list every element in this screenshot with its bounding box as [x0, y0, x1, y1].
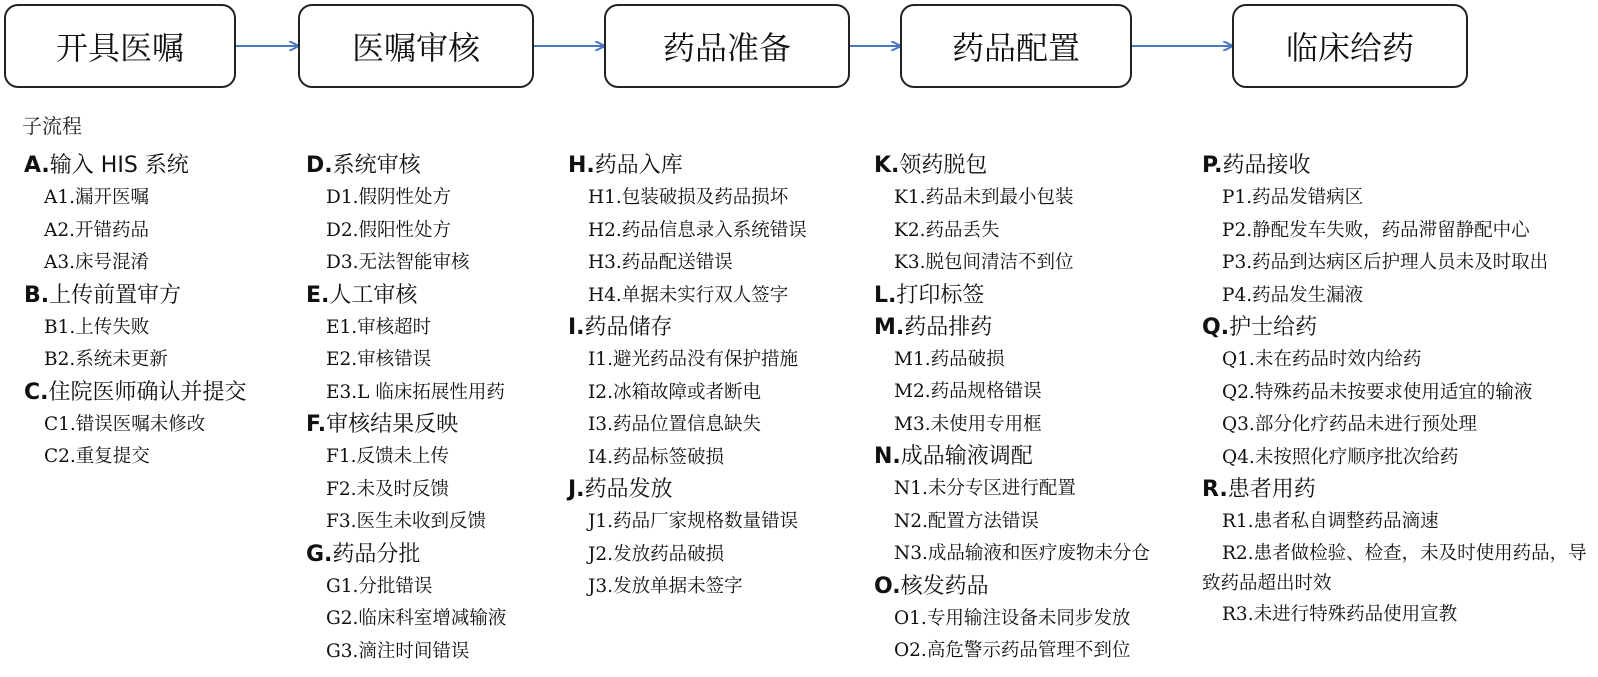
- subflow-group: [874, 150, 1184, 280]
- subflow-item: R1.患者私自调整药品滴速: [1222, 511, 1439, 532]
- group-name: 住院医师确认并提交: [48, 379, 247, 405]
- group-name: 药品分批: [332, 541, 421, 567]
- subflow-item: R2.患者做检验、检查，未及时使用药品，导致药品超出时效: [1202, 542, 1587, 594]
- stage-box-1: 开具医嘱: [4, 4, 236, 88]
- group-code: J.: [568, 477, 585, 502]
- group-heading: [874, 150, 1184, 182]
- subflow-column-1: [24, 150, 264, 474]
- group-heading: [1202, 474, 1597, 506]
- group-name: 输入 HIS 系统: [49, 153, 189, 178]
- subflow-item: H4.单据未实行双人签字: [588, 284, 789, 306]
- group-code: E.: [306, 282, 330, 308]
- group-heading: [874, 441, 1184, 473]
- subflow-item: N2.配置方法错误: [894, 510, 1039, 532]
- subflow-item: O2.高危警示药品管理不到位: [894, 640, 1131, 661]
- subflow-group: [306, 409, 576, 539]
- group-code: G.: [306, 541, 333, 567]
- subflow-item: K2.药品丢失: [894, 219, 1000, 241]
- group-code: I.: [568, 315, 585, 340]
- group-code: B.: [24, 282, 50, 308]
- group-name: 药品储存: [584, 315, 673, 340]
- group-heading: [874, 571, 1184, 603]
- group-heading: [568, 474, 858, 506]
- subflow-item: N3.成品输液和医疗废物未分仓: [894, 543, 1150, 564]
- subflow-item: M2.药品规格错误: [894, 381, 1042, 402]
- subflow-item: H2.药品信息录入系统错误: [588, 219, 807, 241]
- group-code: H.: [568, 153, 595, 178]
- subflow-item: R3.未进行特殊药品使用宣教: [1222, 603, 1458, 625]
- subflow-item: P2.静配发车失败，药品滞留静配中心: [1222, 219, 1530, 241]
- stage-box-3: 药品准备: [604, 4, 850, 88]
- group-heading: [1202, 312, 1597, 344]
- group-name: 成品输液调配: [900, 444, 1033, 469]
- subflow-group: [24, 280, 264, 377]
- subflow-item: A3.床号混淆: [44, 252, 150, 273]
- subflow-item: P1.药品发错病区: [1222, 187, 1364, 208]
- subflow-group: [1202, 150, 1597, 312]
- subflow-group: [306, 539, 576, 669]
- group-name: 系统审核: [332, 153, 421, 178]
- subflow-item: C2.重复提交: [44, 446, 150, 467]
- group-code: P.: [1202, 153, 1223, 178]
- group-heading: [24, 377, 264, 409]
- subflow-item: P4.药品发生漏液: [1222, 284, 1364, 306]
- subflow-group: [568, 312, 858, 474]
- group-heading: [306, 539, 576, 571]
- subflow-group: [24, 150, 264, 280]
- subflow-item: M3.未使用专用框: [894, 413, 1042, 435]
- subflow-item: E3.L 临床拓展性用药: [326, 381, 505, 403]
- subflow-item: H1.包装破损及药品损坏: [588, 187, 789, 208]
- subflow-item: H3.药品配送错误: [588, 252, 733, 273]
- subflow-group: [24, 377, 264, 474]
- group-name: 患者用药: [1227, 477, 1316, 502]
- subflow-group: [1202, 474, 1597, 631]
- group-name: 打印标签: [896, 282, 985, 308]
- subflow-item: I3.药品位置信息缺失: [588, 414, 761, 435]
- group-code: D.: [306, 153, 333, 178]
- stage-box-5: 临床给药: [1232, 4, 1468, 88]
- subflow-item: E1.审核超时: [326, 316, 432, 338]
- group-name: 人工审核: [329, 282, 418, 308]
- subflow-item: I2.冰箱故障或者断电: [588, 381, 761, 403]
- subflow-item: Q3.部分化疗药品未进行预处理: [1222, 414, 1477, 435]
- subflow-group: [874, 441, 1184, 571]
- group-code: M.: [874, 314, 905, 340]
- subflow-item: Q4.未按照化疗顺序批次给药: [1222, 446, 1459, 468]
- subflow-item: P3.药品到达病区后护理人员未及时取出: [1222, 252, 1549, 273]
- group-heading: [306, 409, 576, 441]
- group-name: 护士给药: [1229, 315, 1318, 340]
- subflow-item: G3.滴注时间错误: [326, 640, 470, 662]
- group-heading: [306, 280, 576, 312]
- subflow-column-3: [568, 150, 858, 604]
- subflow-item: N1.未分专区进行配置: [894, 478, 1076, 499]
- subflow-item: A1.漏开医嘱: [44, 187, 150, 208]
- group-name: 审核结果反映: [326, 412, 459, 437]
- group-code: N.: [874, 444, 901, 469]
- subflow-item: F1.反馈未上传: [326, 446, 449, 467]
- subflow-group: [568, 150, 858, 312]
- group-code: A.: [24, 153, 50, 178]
- group-name: 领药脱包: [899, 153, 988, 178]
- subflow-column-5: [1202, 150, 1597, 631]
- subflow-item: D2.假阳性处方: [326, 219, 451, 241]
- group-code: K.: [874, 153, 900, 178]
- subflow-item: D3.无法智能审核: [326, 252, 470, 273]
- subflow-item: G2.临床科室增减输液: [326, 608, 507, 629]
- group-name: 核发药品: [900, 573, 989, 599]
- subflow-group: [874, 571, 1184, 668]
- group-heading: [568, 312, 858, 344]
- subflow-item: I4.药品标签破损: [588, 446, 724, 468]
- group-code: R.: [1202, 477, 1228, 502]
- subflow-item: J1.药品厂家规格数量错误: [588, 511, 799, 532]
- subflow-item: K3.脱包间清洁不到位: [894, 252, 1074, 273]
- group-heading: [874, 280, 1184, 312]
- group-name: 药品入库: [594, 153, 683, 178]
- subflow-item: D1.假阴性处方: [326, 187, 451, 208]
- group-heading: [874, 312, 1184, 344]
- group-name: 药品接收: [1222, 153, 1311, 178]
- group-code: O.: [874, 573, 901, 599]
- subflow-column-2: [306, 150, 576, 668]
- stage-box-2: 医嘱审核: [298, 4, 534, 88]
- subflow-group: [306, 280, 576, 410]
- subflow-item: J2.发放药品破损: [588, 543, 725, 565]
- subflow-item: F3.医生未收到反馈: [326, 511, 486, 532]
- group-heading: [24, 280, 264, 312]
- subflow-group: [874, 280, 1184, 312]
- subflow-group: [568, 474, 858, 604]
- subflow-column-4: [874, 150, 1184, 668]
- subflow-item: C1.错误医嘱未修改: [44, 413, 206, 435]
- subflow-item: Q1.未在药品时效内给药: [1222, 349, 1422, 370]
- subflow-item: M1.药品破损: [894, 348, 1005, 370]
- subflow-item: E2.审核错误: [326, 349, 432, 370]
- subflow-label: 子流程: [22, 114, 82, 138]
- stage-box-4: 药品配置: [900, 4, 1132, 88]
- group-name: 药品排药: [904, 314, 993, 340]
- subflow-item: O1.专用输注设备未同步发放: [894, 607, 1131, 629]
- group-heading: [568, 150, 858, 182]
- subflow-item: I1.避光药品没有保护措施: [588, 349, 798, 370]
- subflow-group: [1202, 312, 1597, 474]
- group-heading: [1202, 150, 1597, 182]
- group-code: C.: [24, 379, 49, 405]
- subflow-item: B2.系统未更新: [44, 349, 168, 370]
- subflow-group: [306, 150, 576, 280]
- subflow-item: K1.药品未到最小包装: [894, 187, 1074, 208]
- group-heading: [306, 150, 576, 182]
- subflow-item: B1.上传失败: [44, 316, 150, 338]
- group-code: F.: [306, 412, 327, 437]
- subflow-item: J3.发放单据未签字: [588, 576, 743, 597]
- group-name: 上传前置审方: [49, 282, 182, 308]
- subflow-item: Q2.特殊药品未按要求使用适宜的输液: [1222, 381, 1533, 403]
- subflow-item: F2.未及时反馈: [326, 478, 449, 500]
- group-code: L.: [874, 282, 897, 308]
- group-name: 药品发放: [584, 477, 673, 502]
- group-code: Q.: [1202, 315, 1230, 340]
- subflow-group: [874, 312, 1184, 442]
- subflow-item: G1.分批错误: [326, 575, 433, 597]
- group-heading: [24, 150, 264, 182]
- subflow-item: A2.开错药品: [44, 219, 150, 241]
